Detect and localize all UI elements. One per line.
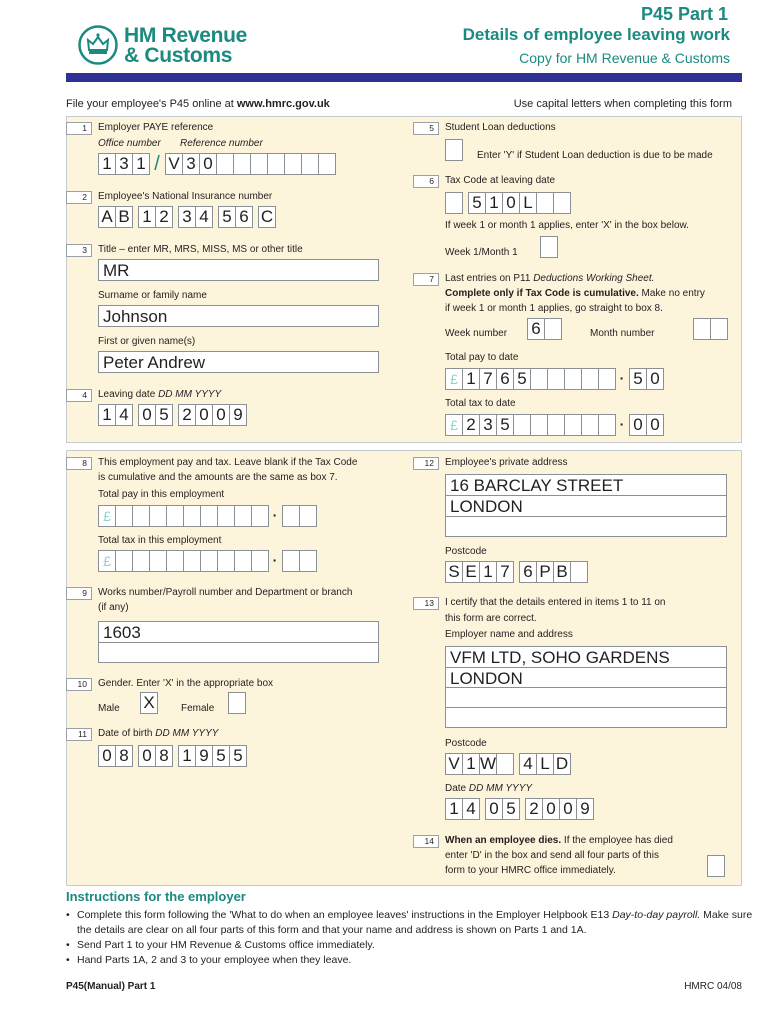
office-digit-1[interactable]: 1 [98,153,116,175]
form-title: P45 Part 1 [640,4,728,24]
employment-tax-digit-7[interactable] [217,550,235,572]
emp-postcode-out-1[interactable]: S [445,561,463,583]
date-of-birth-label: Date of birth DD MM YYYY [98,728,219,739]
dob-year-1[interactable]: 1 [178,745,196,767]
tax-code-char-5[interactable]: L [519,192,537,214]
reference-number-label: Reference number [180,138,263,149]
emp-postcode-in-1[interactable]: 6 [519,561,537,583]
tax-code-char-4[interactable]: 0 [502,192,520,214]
ni-number-label: Employee's National Insurance number [98,191,273,202]
pay-to-date-digit-2[interactable]: 7 [479,368,497,390]
er-postcode-in-1[interactable]: 4 [519,753,537,775]
employer-postcode-label: Postcode [445,738,487,749]
dob-month-2[interactable]: 8 [155,745,173,767]
ni-char-4[interactable]: 2 [155,206,173,228]
dob-month-1[interactable]: 0 [138,745,156,767]
surname-label: Surname or family name [98,290,207,301]
employer-address-line-3[interactable] [445,688,727,708]
surname-field[interactable]: Johnson [98,305,379,327]
leaving-month-2[interactable]: 5 [155,404,173,426]
employment-pay-pence-1[interactable] [282,505,300,527]
week1-month1-label: Week 1/Month 1 [445,247,518,258]
box-number-13: 13 [413,597,439,610]
pay-to-date-digit-8[interactable] [581,368,599,390]
box-number-12: 12 [413,457,439,470]
leaving-year-2[interactable]: 0 [195,404,213,426]
week1-hint: If week 1 or month 1 applies, enter 'X' in the box below. [445,220,689,231]
employee-postcode-label: Postcode [445,546,487,557]
employment-tax-digit-4[interactable] [166,550,184,572]
emp-postcode-in-2[interactable]: P [536,561,554,583]
pay-to-date-digit-4[interactable]: 5 [513,368,531,390]
certify-year-4[interactable]: 9 [576,798,594,820]
instruction-item: • Complete this form following the 'What to do when an employee leaves' instructions in the Employer Helpbook E13 Day-to-day payroll. Make sure the details are clear on all four parts of this form and that your name and address is shown on Parts 1 and 1A. [66,908,756,938]
ref-char-4[interactable] [216,153,234,175]
pay-to-date-digit-1[interactable]: 1 [462,368,480,390]
total-tax-to-date-field [445,414,663,436]
month-number-digit-1[interactable] [693,318,711,340]
pay-to-date-digit-7[interactable] [564,368,582,390]
total-pay-to-date-field [445,368,663,390]
employee-dies-line1: When an employee dies. If the employee has died [445,835,673,846]
female-label: Female [181,703,215,714]
tax-code-char-7[interactable] [553,192,571,214]
box-number-7: 7 [413,273,439,286]
tax-to-date-pence-2[interactable]: 0 [646,414,664,436]
box-number-14: 14 [413,835,439,848]
tax-to-date-digit-1[interactable]: 2 [462,414,480,436]
decimal-point: · [272,507,278,523]
copy-for-label: Copy for HM Revenue & Customs [519,50,730,66]
paye-separator: / [154,153,160,175]
employment-tax-pence-2[interactable] [299,550,317,572]
month-number-label: Month number [590,328,655,339]
employment-pay-digit-1[interactable] [115,505,133,527]
leaving-date-label: Leaving date DD MM YYYY [98,389,222,400]
works-number-field-line2[interactable] [98,643,379,663]
employment-tax-digit-5[interactable] [183,550,201,572]
er-postcode-in-3[interactable]: D [553,753,571,775]
employment-pay-digit-9[interactable] [251,505,269,527]
certify-month-1[interactable]: 0 [485,798,503,820]
employer-address-line-2[interactable]: LONDON [445,668,727,688]
tax-code-char-1[interactable] [445,192,463,214]
certify-line1: I certify that the details entered in items 1 to 11 on [445,597,666,608]
leaving-day-2[interactable]: 4 [115,404,133,426]
employee-dies-line3: form to your HMRC office immediately. [445,865,616,876]
tax-to-date-digit-4[interactable] [513,414,531,436]
ref-char-2[interactable]: 3 [182,153,200,175]
address-line-2[interactable]: LONDON [445,496,727,517]
emp-postcode-in-3[interactable]: B [553,561,571,583]
given-name-label: First or given name(s) [98,336,196,347]
week-number-field [527,318,561,340]
form-subtitle: Details of employee leaving work [462,25,730,44]
box-number-11: 11 [66,728,92,741]
crown-crest-icon [78,25,118,65]
box-number-2: 2 [66,191,92,204]
instruction-item: • Send Part 1 to your HM Revenue & Customs office immediately. [66,938,756,953]
ni-char-2[interactable]: B [115,206,133,228]
paye-reference-field [98,153,335,175]
certify-date-field [445,798,593,820]
emp-postcode-out-2[interactable]: E [462,561,480,583]
dob-day-2[interactable]: 8 [115,745,133,767]
certify-year-2[interactable]: 0 [542,798,560,820]
male-checkbox[interactable]: X [140,692,158,714]
leaving-month-1[interactable]: 0 [138,404,156,426]
pay-to-date-digit-5[interactable] [530,368,548,390]
box-number-5: 5 [413,122,439,135]
certify-line2: this form are correct. [445,613,537,624]
ni-char-3[interactable]: 1 [138,206,156,228]
box-number-4: 4 [66,389,92,402]
employer-name-address-label: Employer name and address [445,629,573,640]
month-number-digit-2[interactable] [710,318,728,340]
leaving-date-field [98,404,246,426]
ref-char-8[interactable] [284,153,302,175]
form-reference: P45(Manual) Part 1 [66,981,156,992]
given-name-field[interactable]: Peter Andrew [98,351,379,373]
tax-to-date-digit-9[interactable] [598,414,616,436]
address-line-1[interactable]: 16 BARCLAY STREET [445,474,727,496]
er-postcode-out-3[interactable]: W [480,754,497,773]
org-name-line2: & Customs [124,44,233,67]
gender-label: Gender. Enter 'X' in the appropriate box [98,678,274,689]
decimal-point: · [272,552,278,568]
ref-char-7[interactable] [267,153,285,175]
employee-died-box[interactable] [707,855,725,877]
decimal-point: · [619,416,625,432]
ni-char-6[interactable]: 4 [195,206,213,228]
date-of-birth-field [98,745,246,767]
employment-tax-digit-8[interactable] [234,550,252,572]
tax-code-char-3[interactable]: 1 [485,192,503,214]
dob-day-1[interactable]: 0 [98,745,116,767]
pay-to-date-digit-9[interactable] [598,368,616,390]
student-loan-box[interactable] [445,139,463,161]
last-entries-label: Last entries on P11 Deductions Working Sheet. [445,273,655,284]
box-number-10: 10 [66,678,92,691]
pound-sign: £ [98,550,116,572]
ni-char-5[interactable]: 3 [178,206,196,228]
certify-month-2[interactable]: 5 [502,798,520,820]
private-address-label: Employee's private address [445,457,568,468]
decimal-point: · [619,370,625,386]
employment-pay-digit-2[interactable] [132,505,150,527]
employment-pay-digit-5[interactable] [183,505,201,527]
box-number-1: 1 [66,122,92,135]
tax-code-label: Tax Code at leaving date [445,175,556,186]
employment-tax-digit-1[interactable] [115,550,133,572]
ni-char-7[interactable]: 5 [218,206,236,228]
month-number-field [693,318,727,340]
ref-char-5[interactable] [233,153,251,175]
cumulative-note: Complete only if Tax Code is cumulative. Make no entry [445,288,705,299]
ref-char-6[interactable] [250,153,268,175]
instructions-title: Instructions for the employer [66,889,246,904]
employer-address-line-1[interactable]: VFM LTD, SOHO GARDENS [445,646,727,668]
pay-to-date-digit-6[interactable] [547,368,565,390]
instructions-list [66,908,756,968]
emp-postcode-out-4[interactable]: 7 [496,561,514,583]
emp-postcode-in-4[interactable] [570,561,588,583]
employment-pay-digit-7[interactable] [217,505,235,527]
form-version: HMRC 04/08 [684,981,742,992]
ref-char-9[interactable] [301,153,319,175]
employer-postcode-field [445,753,570,775]
certify-date-label: Date DD MM YYYY [445,783,533,794]
total-pay-to-date-label: Total pay to date [445,352,519,363]
dob-year-2[interactable]: 9 [195,745,213,767]
pound-sign: £ [98,505,116,527]
works-number-label-line1: Works number/Payroll number and Department or branch [98,587,353,598]
total-tax-employment-field [98,550,316,572]
employment-pay-digit-6[interactable] [200,505,218,527]
ni-number-field [98,206,275,228]
office-digit-2[interactable]: 3 [115,153,133,175]
tax-code-char-2[interactable]: 5 [468,192,486,214]
female-checkbox[interactable] [228,692,246,714]
employee-dies-line2: enter 'D' in the box and send all four parts of this [445,850,659,861]
ni-char-1[interactable]: A [98,206,116,228]
week1-month1-box[interactable] [540,236,558,258]
org-name-line1: HM Revenue [124,24,248,47]
tax-to-date-digit-2[interactable]: 3 [479,414,497,436]
tax-code-field [445,192,570,214]
online-filing-note: File your employee's P45 online at www.hmrc.gov.uk [66,98,330,110]
tax-to-date-digit-7[interactable] [564,414,582,436]
pay-to-date-pence-2[interactable]: 0 [646,368,664,390]
certify-year-1[interactable]: 2 [525,798,543,820]
ref-char-10[interactable] [318,153,336,175]
tax-to-date-digit-8[interactable] [581,414,599,436]
tax-to-date-pence-1[interactable]: 0 [629,414,647,436]
week-number-digit-2[interactable] [544,318,562,340]
ref-char-3[interactable]: 0 [199,153,217,175]
pay-to-date-pence-1[interactable]: 5 [629,368,647,390]
leaving-year-1[interactable]: 2 [178,404,196,426]
employment-pay-digit-8[interactable] [234,505,252,527]
leaving-day-1[interactable]: 1 [98,404,116,426]
employment-tax-digit-3[interactable] [149,550,167,572]
leaving-year-3[interactable]: 0 [212,404,230,426]
tax-code-char-6[interactable] [536,192,554,214]
office-number-label: Office number [98,138,161,149]
er-postcode-out-4[interactable] [496,753,514,775]
works-number-label-line2: (if any) [98,602,129,613]
works-number-field[interactable]: 1603 [98,621,379,643]
pound-sign: £ [445,368,463,390]
male-label: Male [98,703,120,714]
week-number-digit-1[interactable]: 6 [527,318,545,340]
employment-pay-digit-4[interactable] [166,505,184,527]
employment-pay-pence-2[interactable] [299,505,317,527]
pound-sign: £ [445,414,463,436]
employee-postcode-field [445,561,587,583]
ref-char-1[interactable]: V [165,153,183,175]
instruction-item: • Hand Parts 1A, 2 and 3 to your employee when they leave. [66,953,756,968]
title-label: Title – enter MR, MRS, MISS, MS or other title [98,244,303,255]
emp-postcode-out-3[interactable]: 1 [479,561,497,583]
box-number-6: 6 [413,175,439,188]
er-postcode-in-2[interactable]: L [536,753,554,775]
employment-pay-digit-3[interactable] [149,505,167,527]
tax-to-date-digit-5[interactable] [530,414,548,436]
box-number-3: 3 [66,244,92,257]
dob-year-4[interactable]: 5 [229,745,247,767]
paye-ref-label: Employer PAYE reference [98,122,214,133]
week-number-label: Week number [445,328,508,339]
office-digit-3[interactable]: 1 [132,153,150,175]
student-loan-label: Student Loan deductions [445,122,556,133]
ni-char-9[interactable]: C [258,206,276,228]
tax-to-date-digit-3[interactable]: 5 [496,414,514,436]
total-tax-to-date-label: Total tax to date [445,398,516,409]
employer-address-line-4[interactable] [445,708,727,728]
employment-tax-digit-2[interactable] [132,550,150,572]
employment-pay-tax-line2: is cumulative and the amounts are the same as box 7. [98,472,338,483]
total-pay-employment-field [98,505,316,527]
header-divider-bar [66,73,742,82]
er-postcode-out-1[interactable]: V [445,753,463,775]
certify-year-3[interactable]: 0 [559,798,577,820]
pay-to-date-digit-3[interactable]: 6 [496,368,514,390]
er-postcode-out-2[interactable]: 1 [462,753,480,775]
employment-pay-tax-line1: This employment pay and tax. Leave blank if the Tax Code [98,457,358,468]
hmrc-website-link[interactable]: www.hmrc.gov.uk [236,98,330,110]
employment-tax-digit-9[interactable] [251,550,269,572]
total-tax-employment-label: Total tax in this employment [98,535,222,546]
week1-skip-note: if week 1 or month 1 applies, go straight to box 8. [445,303,663,314]
employment-tax-pence-1[interactable] [282,550,300,572]
box-number-8: 8 [66,457,92,470]
box-number-9: 9 [66,587,92,600]
capital-letters-note: Use capital letters when completing this form [513,98,732,110]
total-pay-employment-label: Total pay in this employment [98,489,225,500]
ni-char-8[interactable]: 6 [235,206,253,228]
certify-day-2[interactable]: 4 [462,798,480,820]
leaving-year-4[interactable]: 9 [229,404,247,426]
title-field[interactable]: MR [98,259,379,281]
dob-year-3[interactable]: 5 [212,745,230,767]
student-loan-hint: Enter 'Y' if Student Loan deduction is due to be made [477,150,713,161]
employment-tax-digit-6[interactable] [200,550,218,572]
certify-day-1[interactable]: 1 [445,798,463,820]
address-line-3[interactable] [445,517,727,537]
tax-to-date-digit-6[interactable] [547,414,565,436]
